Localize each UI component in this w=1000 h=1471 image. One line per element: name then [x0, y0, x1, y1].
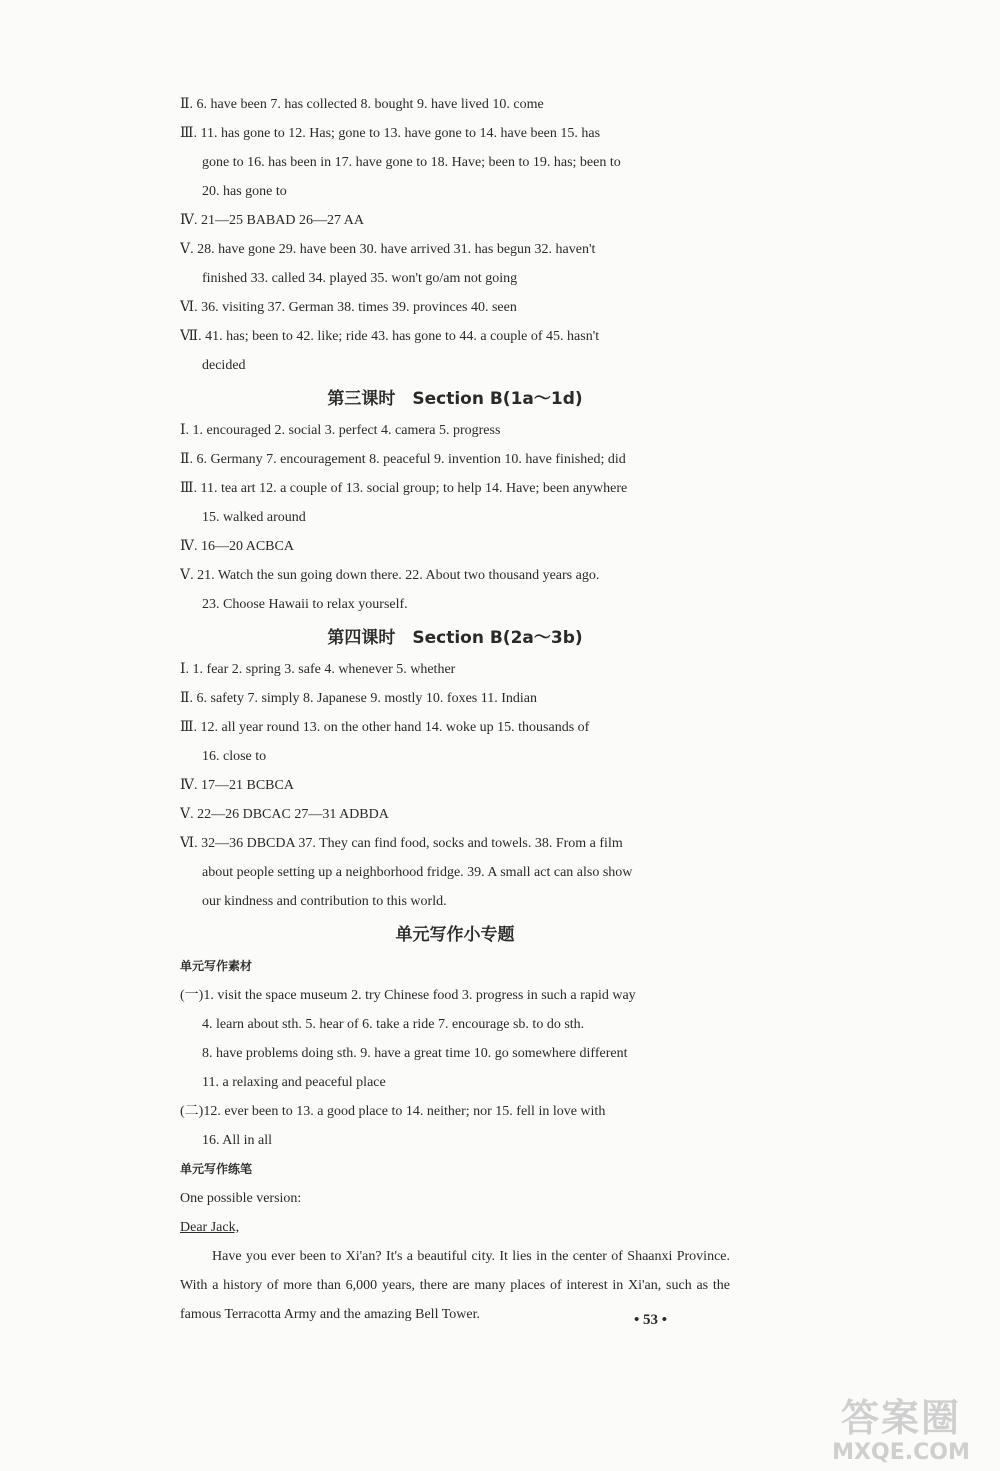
answer-line: Ⅱ. 6. Germany 7. encouragement 8. peaceful 9. invention 10. have finished; did — [180, 452, 626, 467]
version-label: One possible version: — [180, 1191, 302, 1206]
answer-line: (二)12. ever been to 13. a good place to 14. neither; nor 15. fell in love with — [180, 1104, 606, 1119]
answer-line: Ⅰ. 1. encouraged 2. social 3. perfect 4. camera 5. progress — [180, 423, 501, 438]
answer-line: Ⅱ. 6. have been 7. has collected 8. bought 9. have lived 10. come — [180, 97, 544, 112]
writing-heading: 单元写作小专题 — [395, 925, 515, 945]
letter-paragraph: Have you ever been to Xi'an? It's a beautiful city. It lies in the center of Shaanxi Province. With a history of more than 6,000 years, there are many places of interest in Xi'an, such as the famous Terracotta Army and the amazing Bell Tower. — [180, 1249, 730, 1322]
letter-salutation: Dear Jack, — [180, 1220, 240, 1235]
answer-line: Ⅳ. 17—21 BCBCA — [180, 778, 294, 793]
answer-line: finished 33. called 34. played 35. won't go/am not going — [202, 271, 518, 286]
answer-line: our kindness and contribution to this world. — [202, 894, 447, 909]
answer-line: Ⅵ. 36. visiting 37. German 38. times 39. provinces 40. seen — [180, 300, 517, 315]
answer-line: Ⅲ. 11. has gone to 12. Has; gone to 13. have gone to 14. have been 15. has — [180, 126, 601, 141]
answer-line: decided — [202, 358, 246, 373]
answer-line: (一)1. visit the space museum 2. try Chinese food 3. progress in such a rapid way — [180, 988, 636, 1003]
answer-line: 16. All in all — [202, 1133, 272, 1148]
page-content — [180, 90, 730, 1329]
answer-line: 23. Choose Hawaii to relax yourself. — [202, 597, 408, 612]
writing-material-subheading: 单元写作素材 — [180, 959, 253, 973]
page-number: • 53 • — [634, 1312, 668, 1328]
answer-line: Ⅳ. 16—20 ACBCA — [180, 539, 294, 554]
watermark-logo — [812, 1396, 990, 1468]
answer-line: about people setting up a neighborhood fridge. 39. A small act can also show — [202, 865, 633, 880]
answer-line: 11. a relaxing and peaceful place — [202, 1075, 386, 1090]
answer-line: 20. has gone to — [202, 184, 287, 199]
answer-line: 4. learn about sth. 5. hear of 6. take a ride 7. encourage sb. to do sth. — [202, 1017, 585, 1032]
answer-line: 16. close to — [202, 749, 267, 764]
lesson-heading: 第三课时 Section B(1a～1d) — [327, 389, 583, 409]
answer-line: Ⅱ. 6. safety 7. simply 8. Japanese 9. mostly 10. foxes 11. Indian — [180, 691, 537, 706]
answer-line: Ⅴ. 28. have gone 29. have been 30. have arrived 31. has begun 32. haven't — [180, 242, 596, 257]
answer-line: 8. have problems doing sth. 9. have a great time 10. go somewhere different — [202, 1046, 628, 1061]
answer-line: Ⅴ. 22—26 DBCAC 27—31 ADBDA — [180, 807, 389, 822]
answer-line: Ⅴ. 21. Watch the sun going down there. 22. About two thousand years ago. — [180, 568, 600, 583]
answer-line: Ⅶ. 41. has; been to 42. like; ride 43. has gone to 44. a couple of 45. hasn't — [180, 329, 600, 344]
lesson-heading: 第四课时 Section B(2a～3b) — [327, 628, 583, 648]
answer-line: Ⅵ. 32—36 DBCDA 37. They can find food, socks and towels. 38. From a film — [180, 836, 623, 851]
watermark-chars: 答案圈 — [840, 1396, 961, 1440]
answer-line: 15. walked around — [202, 510, 306, 525]
watermark-url: MXQE.COM — [832, 1440, 970, 1465]
writing-practice-subheading: 单元写作练笔 — [180, 1162, 253, 1176]
answer-line: Ⅲ. 11. tea art 12. a couple of 13. social group; to help 14. Have; been anywhere — [180, 481, 628, 496]
answer-line: gone to 16. has been in 17. have gone to 18. Have; been to 19. has; been to — [202, 155, 621, 170]
answer-line: Ⅲ. 12. all year round 13. on the other hand 14. woke up 15. thousands of — [180, 720, 590, 735]
answer-line: Ⅳ. 21—25 BABAD 26—27 AA — [180, 213, 364, 228]
answer-line: Ⅰ. 1. fear 2. spring 3. safe 4. whenever 5. whether — [180, 662, 456, 677]
